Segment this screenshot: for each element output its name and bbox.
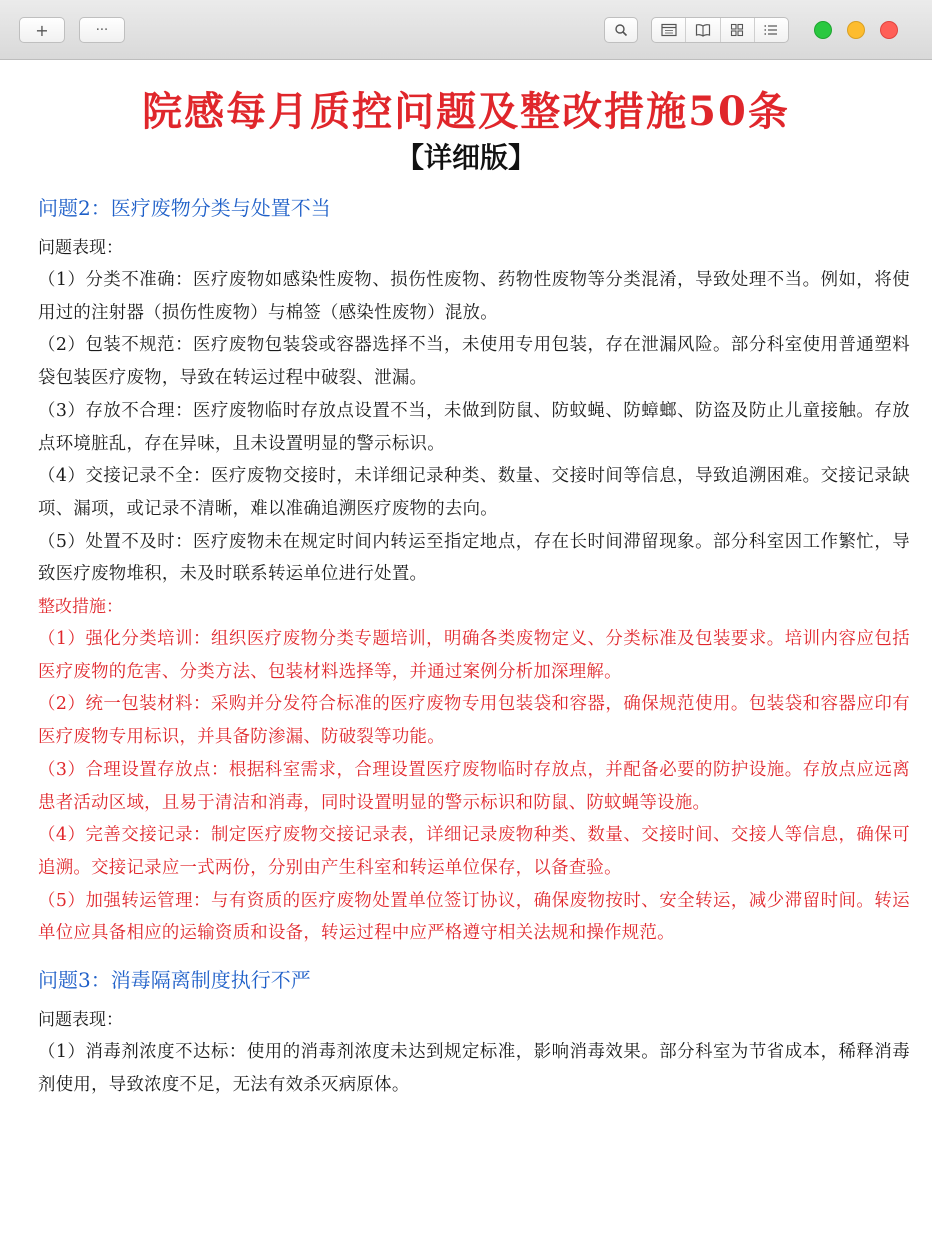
book-icon <box>695 23 711 37</box>
problem-2-measure: （5）加强转运管理：与有资质的医疗废物处置单位签订协议，确保废物按时、安全转运，减少滞留时间。转运单位应具备相应的运输资质和设备，转运过程中应严格遵守相关法规和操作规范。 <box>38 890 910 944</box>
calendar-icon <box>661 23 677 37</box>
problem-2-measure: （1）强化分类培训：组织医疗废物分类专题培训，明确各类废物定义、分类标准及包装要求。培训内容应包括医疗废物的危害、分类方法、包装材料选择等，并通过案例分析加深理解。 <box>38 629 910 682</box>
problem-2-symptom: （4）交接记录不全：医疗废物交接时，未详细记录种类、数量、交接时间等信息，导致追溯困难。交接记录缺项、漏项，或记录不清晰，难以准确追溯医疗废物的去向。 <box>38 466 910 519</box>
problem-2-measures-label: 整改措施： <box>38 597 123 618</box>
grid-icon <box>730 23 744 37</box>
view-mode-segmented-control <box>651 17 789 43</box>
more-button[interactable]: ··· <box>79 17 125 43</box>
problem-2-symptoms-label: 问题表现： <box>38 238 123 258</box>
document-body <box>38 192 910 1101</box>
search-icon <box>614 23 628 37</box>
problem-2-symptom: （3）存放不合理：医疗废物临时存放点设置不当，未做到防鼠、防蚊蝇、防蟑螂、防盗及防止儿童接触。存放点环境脏乱，存在异味，且未设置明显的警示标识。 <box>38 400 910 454</box>
problem-2-measure: （4）完善交接记录：制定医疗废物交接记录表，详细记录废物种类、数量、交接时间、交接人等信息，确保可追溯。交接记录应一式两份，分别由产生科室和转运单位保存，以备查验。 <box>38 825 910 878</box>
document-subtitle: 【详细版】 <box>395 141 536 174</box>
problem-2-symptom: （2）包装不规范：医疗废物包装袋或容器选择不当，未使用专用包装，存在泄漏风险。部分科室使用普通塑料袋包装医疗废物，导致在转运过程中破裂、泄漏。 <box>38 335 910 389</box>
close-button[interactable] <box>880 21 898 39</box>
list-icon <box>763 23 779 37</box>
maximize-button[interactable] <box>814 21 832 39</box>
book-button[interactable] <box>686 18 720 42</box>
grid-button[interactable] <box>721 18 755 42</box>
minimize-button[interactable] <box>847 21 865 39</box>
problem-2-symptom: （5）处置不及时：医疗废物未在规定时间内转运至指定地点，存在长时间滞留现象。部分科室因工作繁忙，导致医疗废物堆积，未及时联系转运单位进行处置。 <box>38 531 910 585</box>
problem-3-symptoms-label: 问题表现： <box>38 1010 123 1031</box>
problem-3-symptom: （1）消毒剂浓度不达标：使用的消毒剂浓度未达到规定标准，影响消毒效果。部分科室为节省成本，稀释消毒剂使用，导致浓度不足，无法有效杀灭病原体。 <box>38 1042 910 1095</box>
problem-2-measure: （2）统一包装材料：采购并分发符合标准的医疗废物专用包装袋和容器，确保规范使用。包装袋和容器应印有医疗废物专用标识，并具备防渗漏、防破裂等功能。 <box>38 694 910 748</box>
problem-2-title: 问题2：医疗废物分类与处置不当 <box>38 196 331 220</box>
add-button[interactable]: + <box>19 17 65 43</box>
problem-2-symptom: （1）分类不准确：医疗废物如感染性废物、损伤性废物、药物性废物等分类混淆，导致处理不当。例如，将使用过的注射器（损伤性废物）与棉签（感染性废物）混放。 <box>38 270 910 323</box>
calendar-button[interactable] <box>652 18 686 42</box>
problem-2-measure: （3）合理设置存放点：根据科室需求，合理设置医疗废物临时存放点，并配备必要的防护设施。存放点应远离患者活动区域，且易于清洁和消毒，同时设置明显的警示标识和防鼠、防蚊蝇等设施。 <box>38 759 910 813</box>
list-button[interactable] <box>755 18 788 42</box>
search-button[interactable] <box>604 17 638 43</box>
problem-3-title: 问题3：消毒隔离制度执行不严 <box>38 968 311 993</box>
window-toolbar <box>0 0 932 60</box>
document-title: 院感每月质控问题及整改措施50条 <box>142 88 790 135</box>
